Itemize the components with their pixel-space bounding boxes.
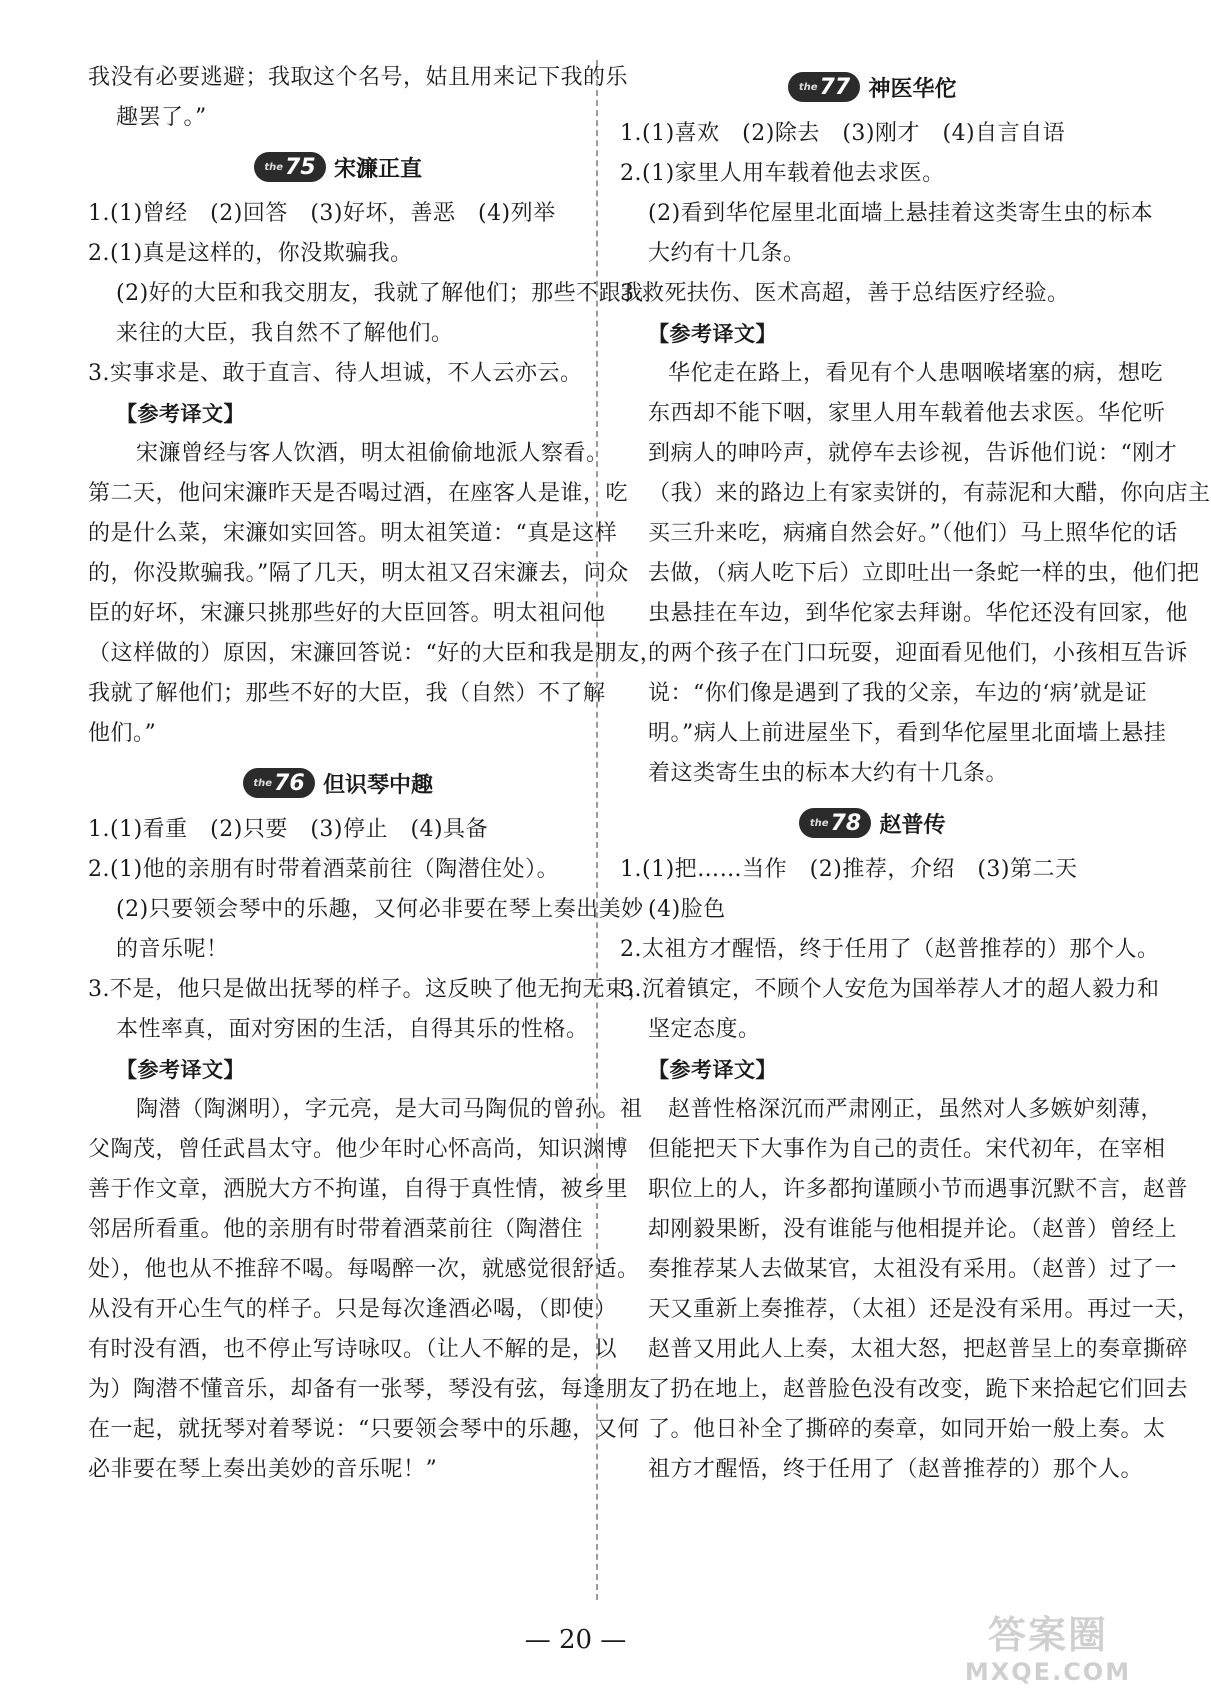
badge-number: 78 (830, 810, 862, 836)
translation-line: 了扔在地上，赵普脸色没有改变，跪下来拾起它们回去 (648, 1377, 1189, 1402)
translation-line: 的，你没欺骗我。”隔了几天，明太祖又召宋濂去，问众 (88, 561, 629, 586)
translation-line: 了。他日补全了撕碎的奏章，如同开始一般上奏。太 (648, 1417, 1166, 1442)
answer-line: 2.(1)家里人用车载着他去求医。 (620, 161, 945, 186)
answer-line: 的音乐呢！ (116, 937, 229, 962)
translation-line: 父陶茂，曾任武昌太守。他少年时心怀高尚，知识渊博 (88, 1137, 629, 1162)
translation-line: 处），他也从不推辞不喝。每喝醉一次，就感觉很舒适。 (88, 1257, 640, 1282)
section-75-heading (88, 142, 588, 192)
reference-translation-title: 【参考译文】 (648, 1058, 777, 1082)
reference-translation-title: 【参考译文】 (116, 402, 245, 426)
translation-line: 去做，（病人吃下后）立即吐出一条蛇一样的虫，他们把 (648, 561, 1200, 586)
section-77-heading (620, 62, 1125, 112)
answer-line: 3.不是，他只是做出抚琴的样子。这反映了他无拘无束， (88, 977, 650, 1002)
translation-line: 天又重新上奏推荐，（太祖）还是没有采用。再过一天， (648, 1297, 1200, 1322)
intro-line-2: 趣罢了。” (116, 105, 207, 130)
translation-line: 有时没有酒，也不停止写诗咏叹。（让人不解的是，以 (88, 1337, 618, 1362)
section-75-title: 宋濂正直 (333, 156, 422, 182)
translation-line: 第二天，他问宋濂昨天是否喝过酒，在座客人是谁，吃 (88, 481, 629, 506)
translation-line: 善于作文章，洒脱大方不拘谨，自得于真性情，被乡里 (88, 1177, 629, 1202)
translation-line: 的两个孩子在门口玩耍，迎面看见他们，小孩相互告诉 (648, 641, 1189, 666)
answer-line: (4)脸色 (648, 897, 726, 922)
answer-line: 大约有十几条。 (648, 241, 806, 266)
badge-number: 75 (285, 154, 316, 180)
badge-number: 76 (274, 770, 305, 796)
answer-line: 1.(1)把……当作 (2)推荐，介绍 (3)第二天 (620, 857, 1078, 882)
badge-prefix: the (798, 81, 818, 93)
reference-translation-title: 【参考译文】 (116, 1058, 245, 1082)
section-76-heading (88, 758, 588, 808)
section-77-title: 神医华佗 (868, 76, 957, 102)
translation-line: 虫悬挂在车边，到华佗家去拜谢。华佗还没有回家，他 (648, 601, 1189, 626)
section-77-badge (788, 72, 860, 102)
translation-line: 他们。” (88, 721, 157, 746)
translation-line: 着这类寄生虫的标本大约有十几条。 (648, 761, 1009, 786)
site-watermark (963, 1612, 1133, 1692)
answer-line: 2.(1)他的亲朋有时带着酒菜前往（陶潜住处）。 (88, 857, 560, 882)
translation-line: 陶潜（陶渊明），字元亮，是大司马陶侃的曾孙。祖 (136, 1097, 643, 1122)
section-78-badge (799, 808, 871, 838)
answer-line: 1.(1)看重 (2)只要 (3)停止 (4)具备 (88, 817, 489, 842)
section-78-heading (620, 798, 1125, 848)
page-number: — 20 — (524, 1625, 627, 1655)
translation-line: （我）来的路边上有家卖饼的，有蒜泥和大醋，你向店主 (648, 481, 1211, 506)
column-divider (596, 60, 598, 1600)
answer-line: 3.实事求是、敢于直言、待人坦诚，不人云亦云。 (88, 361, 583, 386)
translation-line: 到病人的呻吟声，就停车去诊视，告诉他们说：“刚才 (648, 441, 1178, 466)
translation-line: 东西却不能下咽，家里人用车载着他去求医。华佗听 (648, 401, 1166, 426)
badge-prefix: the (264, 161, 284, 173)
answer-line: (2)好的大臣和我交朋友，我就了解他们；那些不跟我 (116, 281, 644, 306)
translation-line: 赵普性格深沉而严肃刚正，虽然对人多嫉妒刻薄， (668, 1097, 1164, 1122)
answer-line: 3.救死扶伤、医术高超，善于总结医疗经验。 (620, 281, 1070, 306)
translation-line: （这样做的）原因，宋濂回答说：“好的大臣和我是朋友， (88, 641, 663, 666)
translation-line: 邻居所看重。他的亲朋有时带着酒菜前往（陶潜住 (88, 1217, 584, 1242)
translation-line: 却刚毅果断，没有谁能与他相提并论。（赵普）曾经上 (648, 1217, 1178, 1242)
translation-line: 从没有开心生气的样子。只是每次逢酒必喝，（即使） (88, 1297, 618, 1322)
translation-line: 在一起，就抚琴对着琴说：“只要领会琴中的乐趣，又何 (88, 1417, 640, 1442)
answer-line: (2)只要领会琴中的乐趣，又何必非要在琴上奏出美妙 (116, 897, 644, 922)
answer-line: 1.(1)喜欢 (2)除去 (3)刚才 (4)自言自语 (620, 121, 1066, 146)
watermark-url: MXQE.COM (964, 1658, 1132, 1686)
intro-line-1: 我没有必要逃避；我取这个名号，姑且用来记下我的乐 (88, 65, 629, 90)
reference-translation-title: 【参考译文】 (648, 322, 777, 346)
answer-line: 坚定态度。 (648, 1017, 761, 1042)
translation-line: 但能把天下大事作为自己的责任。宋代初年，在宰相 (648, 1137, 1166, 1162)
translation-line: 明。”病人上前进屋坐下，看到华佗屋里北面墙上悬挂 (648, 721, 1167, 746)
right-column (620, 58, 1211, 1490)
answer-line: 1.(1)曾经 (2)回答 (3)好坏，善恶 (4)列举 (88, 201, 556, 226)
badge-prefix: the (253, 777, 273, 789)
translation-line: 臣的好坏，宋濂只挑那些好的大臣回答。明太祖问他 (88, 601, 606, 626)
answer-line: 本性率真，面对穷困的生活，自得其乐的性格。 (116, 1017, 589, 1042)
left-column (88, 58, 663, 1490)
answer-line: 3.沉着镇定，不顾个人安危为国举荐人才的超人毅力和 (620, 977, 1160, 1002)
section-75-badge (254, 152, 326, 182)
translation-line: 华佗走在路上，看见有个人患咽喉堵塞的病，想吃 (668, 361, 1164, 386)
section-78-title: 赵普传 (879, 812, 946, 838)
translation-line: 的是什么菜，宋濂如实回答。明太祖笑道：“真是这样 (88, 521, 618, 546)
badge-number: 77 (819, 74, 851, 100)
translation-line: 奏推荐某人去做某官，太祖没有采用。（赵普）过了一 (648, 1257, 1178, 1282)
translation-line: 祖方才醒悟，终于任用了（赵普推荐的）那个人。 (648, 1457, 1144, 1482)
answer-line: 2.(1)真是这样的，你没欺骗我。 (88, 241, 413, 266)
answer-line: 2.太祖方才醒悟，终于任用了（赵普推荐的）那个人。 (620, 937, 1160, 962)
badge-prefix: the (809, 817, 829, 829)
section-76-title: 但识琴中趣 (322, 772, 433, 798)
answer-line: 来往的大臣，我自然不了解他们。 (116, 321, 454, 346)
translation-line: 说：“你们像是遇到了我的父亲，车边的‘病’就是证 (648, 681, 1148, 706)
answer-line: (2)看到华佗屋里北面墙上悬挂着这类寄生虫的标本 (648, 201, 1154, 226)
watermark-logo-text: 答案圈 (987, 1613, 1108, 1657)
translation-line: 职位上的人，许多都拘谨顾小节而遇事沉默不言，赵普 (648, 1177, 1189, 1202)
section-76-badge (243, 768, 315, 798)
translation-line: 宋濂曾经与客人饮酒，明太祖偷偷地派人察看。 (136, 441, 609, 466)
translation-line: 为）陶潜不懂音乐，却备有一张琴，琴没有弦，每逢朋友 (88, 1377, 651, 1402)
translation-line: 赵普又用此人上奏，太祖大怒，把赵普呈上的奏章撕碎 (648, 1337, 1189, 1362)
translation-line: 必非要在琴上奏出美妙的音乐呢！” (88, 1457, 438, 1482)
translation-line: 我就了解他们；那些不好的大臣，我（自然）不了解 (88, 681, 606, 706)
translation-line: 买三升来吃，病痛自然会好。”（他们）马上照华佗的话 (648, 521, 1178, 546)
